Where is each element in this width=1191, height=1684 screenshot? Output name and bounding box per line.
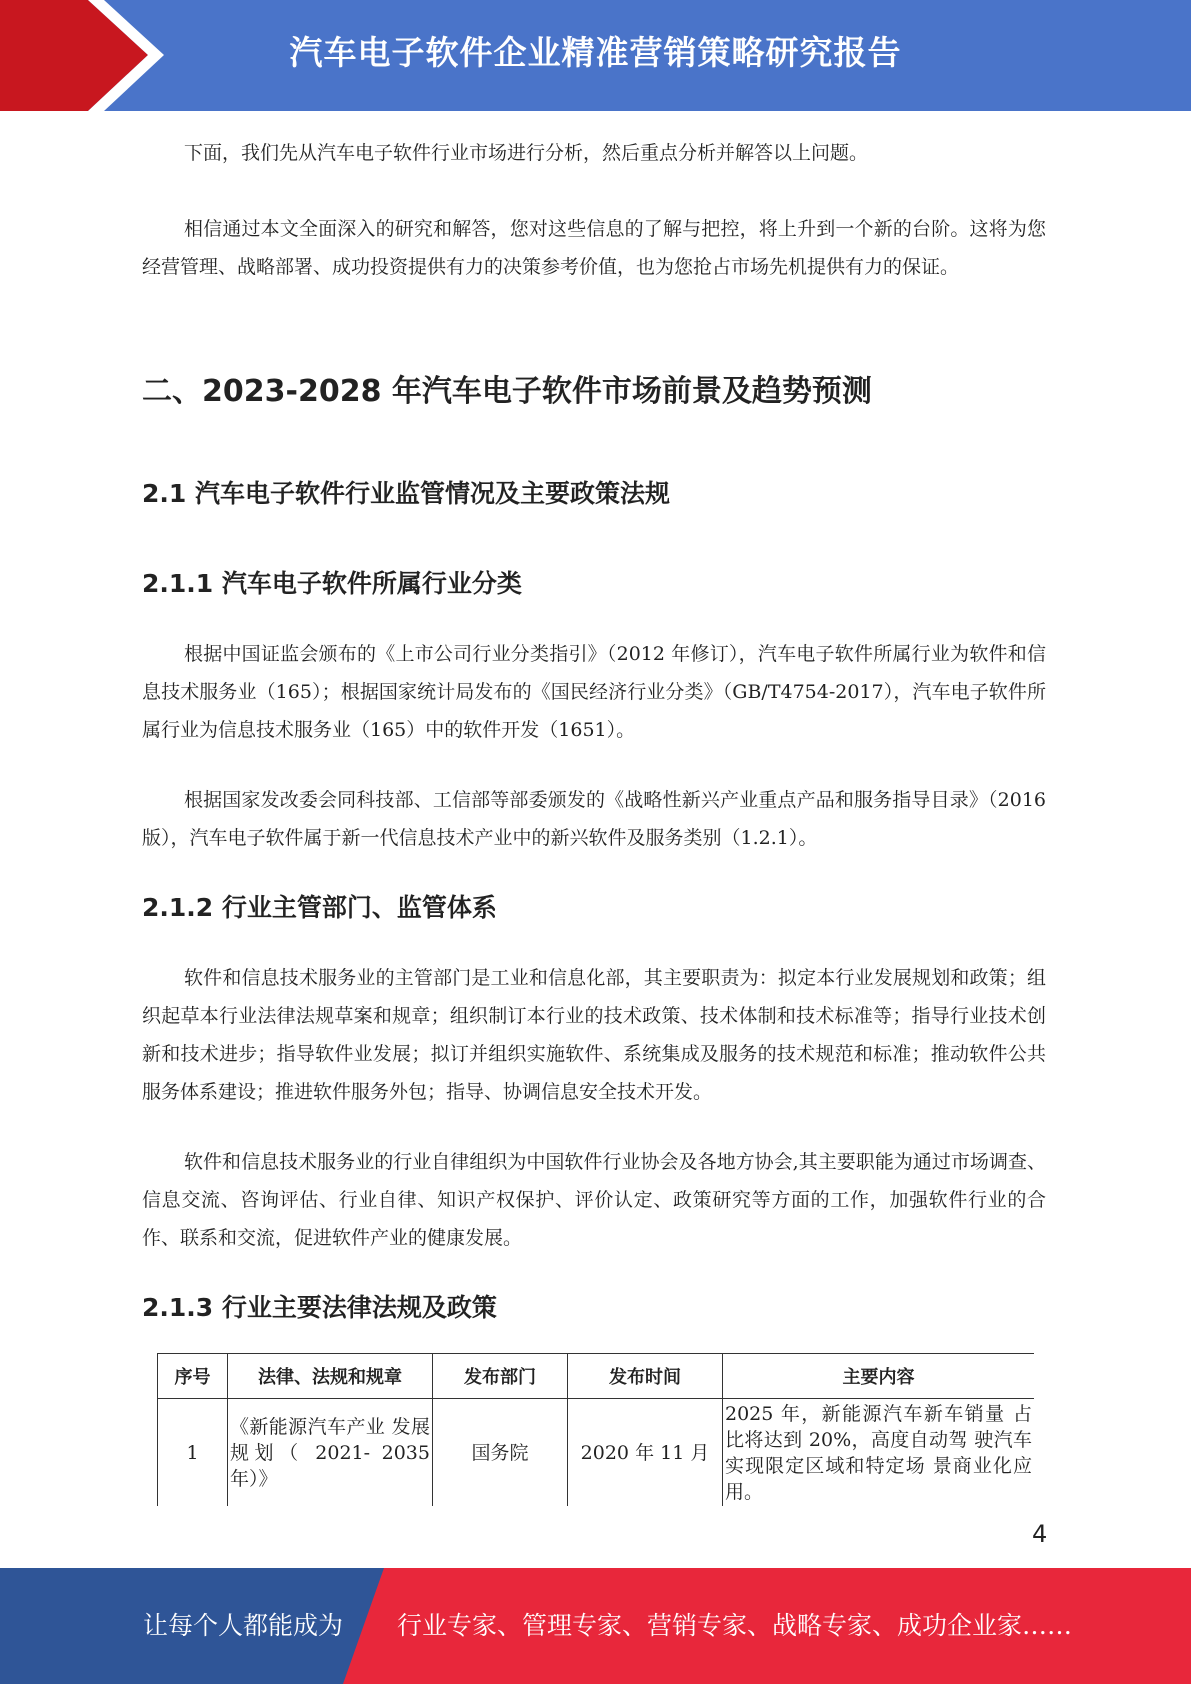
table-header-row: [158, 1354, 1035, 1399]
policy-table-container: [157, 1353, 1034, 1506]
classification-paragraph-1: 根据中国证监会颁布的《上市公司行业分类指引》（2012 年修订），汽车电子软件所属行业为软件和信息技术服务业（165）；根据国家统计局发布的《国民经济行业分类》（GB/T4754-2017），汽车电子软件所属行业为信息技术服务业（165）中的软件开发（1651）。: [142, 643, 1046, 741]
section-2-1-2-heading: 2.1.2 行业主管部门、监管体系: [142, 893, 497, 922]
header-dept: 发布部门: [433, 1354, 568, 1399]
header-no: 序号: [158, 1354, 228, 1399]
header-content: 主要内容: [723, 1354, 1035, 1399]
table-row: [158, 1399, 1035, 1507]
section-2-1-3-heading: 2.1.3 行业主要法律法规及政策: [142, 1293, 497, 1322]
section-2-1-2-body-2: [142, 1143, 1046, 1257]
regulator-paragraph-2: 软件和信息技术服务业的行业自律组织为中国软件行业协会及各地方协会,其主要职能为通过市场调查、信息交流、咨询评估、行业自律、知识产权保护、评价认定、政策研究等方面的工作，加强软件行业的合作、联系和交流，促进软件产业的健康发展。: [142, 1151, 1046, 1249]
page-number: 4: [1032, 1520, 1048, 1548]
classification-paragraph-2: 根据国家发改委会同科技部、工信部等部委颁发的《战略性新兴产业重点产品和服务指导目录》（2016 版），汽车电子软件属于新一代信息技术产业中的新兴软件及服务类别（1.2.1）。: [142, 789, 1046, 849]
cell-content: 2025 年，新能源汽车新车销量 占比将达到 20%，高度自动驾 驶汽车实现限定区域和特定场 景商业化应用。: [723, 1399, 1035, 1507]
section-2-1-2-body: [142, 959, 1046, 1111]
footer-slogan-left: 让每个人都能成为: [143, 1611, 344, 1640]
section-2-1-1-body: [142, 635, 1046, 749]
cell-date: 2020 年 11 月: [568, 1399, 723, 1507]
header-date: 发布时间: [568, 1354, 723, 1399]
cell-dept: 国务院: [433, 1399, 568, 1507]
footer-slogan-right: 行业专家、管理专家、营销专家、战略专家、成功企业家……: [397, 1611, 1073, 1640]
section-2-heading: 二、2023-2028 年汽车电子软件市场前景及趋势预测: [142, 374, 872, 409]
policy-table: [157, 1353, 1034, 1506]
report-title: 汽车电子软件企业精准营销策略研究报告: [289, 33, 902, 72]
header-law: 法律、法规和规章: [228, 1354, 433, 1399]
section-2-1-heading: 2.1 汽车电子软件行业监管情况及主要政策法规: [142, 479, 670, 508]
intro-paragraph-1: 下面，我们先从汽车电子软件行业市场进行分析，然后重点分析并解答以上问题。: [184, 142, 869, 164]
section-2-1-1-body-2: [142, 781, 1046, 857]
section-2-1-1-heading: 2.1.1 汽车电子软件所属行业分类: [142, 569, 522, 598]
header-banner: [0, 0, 1191, 111]
cell-no: 1: [158, 1399, 228, 1507]
footer-banner: [0, 1568, 1191, 1684]
intro-section: [142, 134, 1046, 172]
intro-paragraph-2: 相信通过本文全面深入的研究和解答，您对这些信息的了解与把控，将上升到一个新的台阶。这将为您经营管理、战略部署、成功投资提供有力的决策参考价值，也为您抢占市场先机提供有力的保证。: [142, 218, 1046, 278]
intro-section-2: [142, 210, 1046, 286]
cell-law: 《新能源汽车产业 发展规划（ 2021- 2035 年）》: [228, 1399, 433, 1507]
regulator-paragraph-1: 软件和信息技术服务业的主管部门是工业和信息化部，其主要职责为：拟定本行业发展规划和政策；组织起草本行业法律法规草案和规章；组织制订本行业的技术政策、技术体制和技术标准等；指导行业技术创新和技术进步；指导软件业发展；拟订并组织实施软件、系统集成及服务的技术规范和标准；推动软件公共服务体系建设；推进软件服务外包；指导、协调信息安全技术开发。: [142, 967, 1046, 1103]
